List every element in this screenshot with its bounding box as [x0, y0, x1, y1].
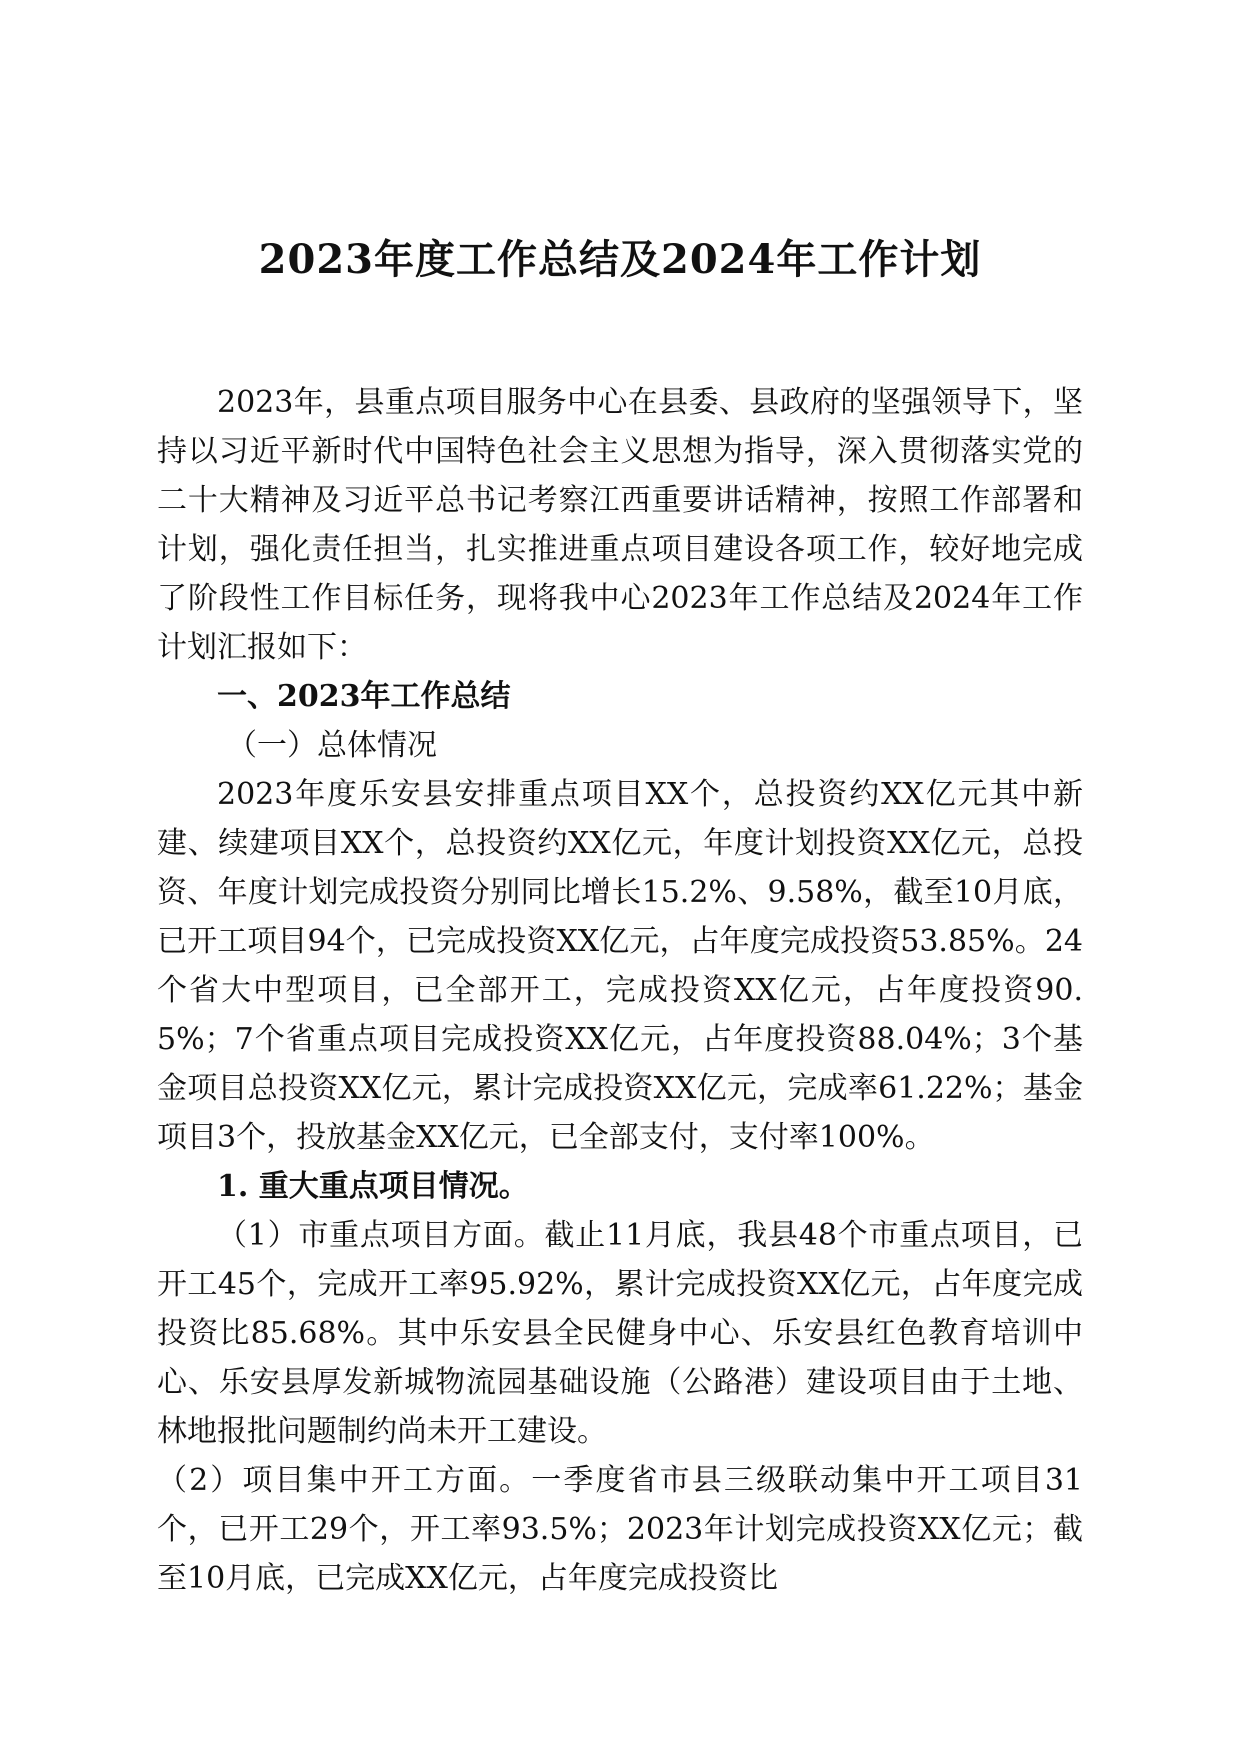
document-title: 2023年度工作总结及2024年工作计划: [258, 236, 982, 283]
item-heading: 1. 重大重点项目情况。: [217, 1169, 529, 1204]
overview-paragraph: 2023年度乐安县安排重点项目XX个，总投资约XX亿元其中新建、续建项目XX个，总投资约XX亿元，年度计划投资XX亿元，总投资、年度计划完成投资分别同比增长15.2%、9.58%，截至10月底，已开工项目94个，已完成投资XX亿元，占年度完成投资53.85%。24个省大中型项目，已全部开工，完成投资XX亿元，占年度投资90.5%；7个省重点项目完成投资XX亿元，占年度投资88.04%；3个基金项目总投资XX亿元，累计完成投资XX亿元，完成率61.22%；基金项目3个，投放基金XX亿元，已全部支付，支付率100%。: [157, 777, 1083, 1155]
subsection-heading: （一）总体情况: [227, 728, 437, 763]
section-heading: 一、2023年工作总结: [217, 679, 511, 714]
intro-paragraph: 2023年，县重点项目服务中心在县委、县政府的坚强领导下，坚持以习近平新时代中国特色社会主义思想为指导，深入贯彻落实党的二十大精神及习近平总书记考察江西重要讲话精神，按照工作部署和计划，强化责任担当，扎实推进重点项目建设各项工作，较好地完成了阶段性工作目标任务，现将我中心2023年工作总结及2024年工作计划汇报如下：: [157, 385, 1083, 665]
concentrated-start-paragraph: （2）项目集中开工方面。一季度省市县三级联动集中开工项目31个，已开工29个，开工率93.5%；2023年计划完成投资XX亿元；截至10月底，已完成XX亿元，占年度完成投资比: [157, 1463, 1083, 1596]
city-projects-paragraph: （1）市重点项目方面。截止11月底，我县48个市重点项目，已开工45个，完成开工率95.92%，累计完成投资XX亿元，占年度完成投资比85.68%。其中乐安县全民健身中心、乐安县红色教育培训中心、乐安县厚发新城物流园基础设施（公路港）建设项目由于土地、林地报批问题制约尚未开工建设。: [157, 1218, 1083, 1449]
document-body: [157, 378, 1083, 1603]
